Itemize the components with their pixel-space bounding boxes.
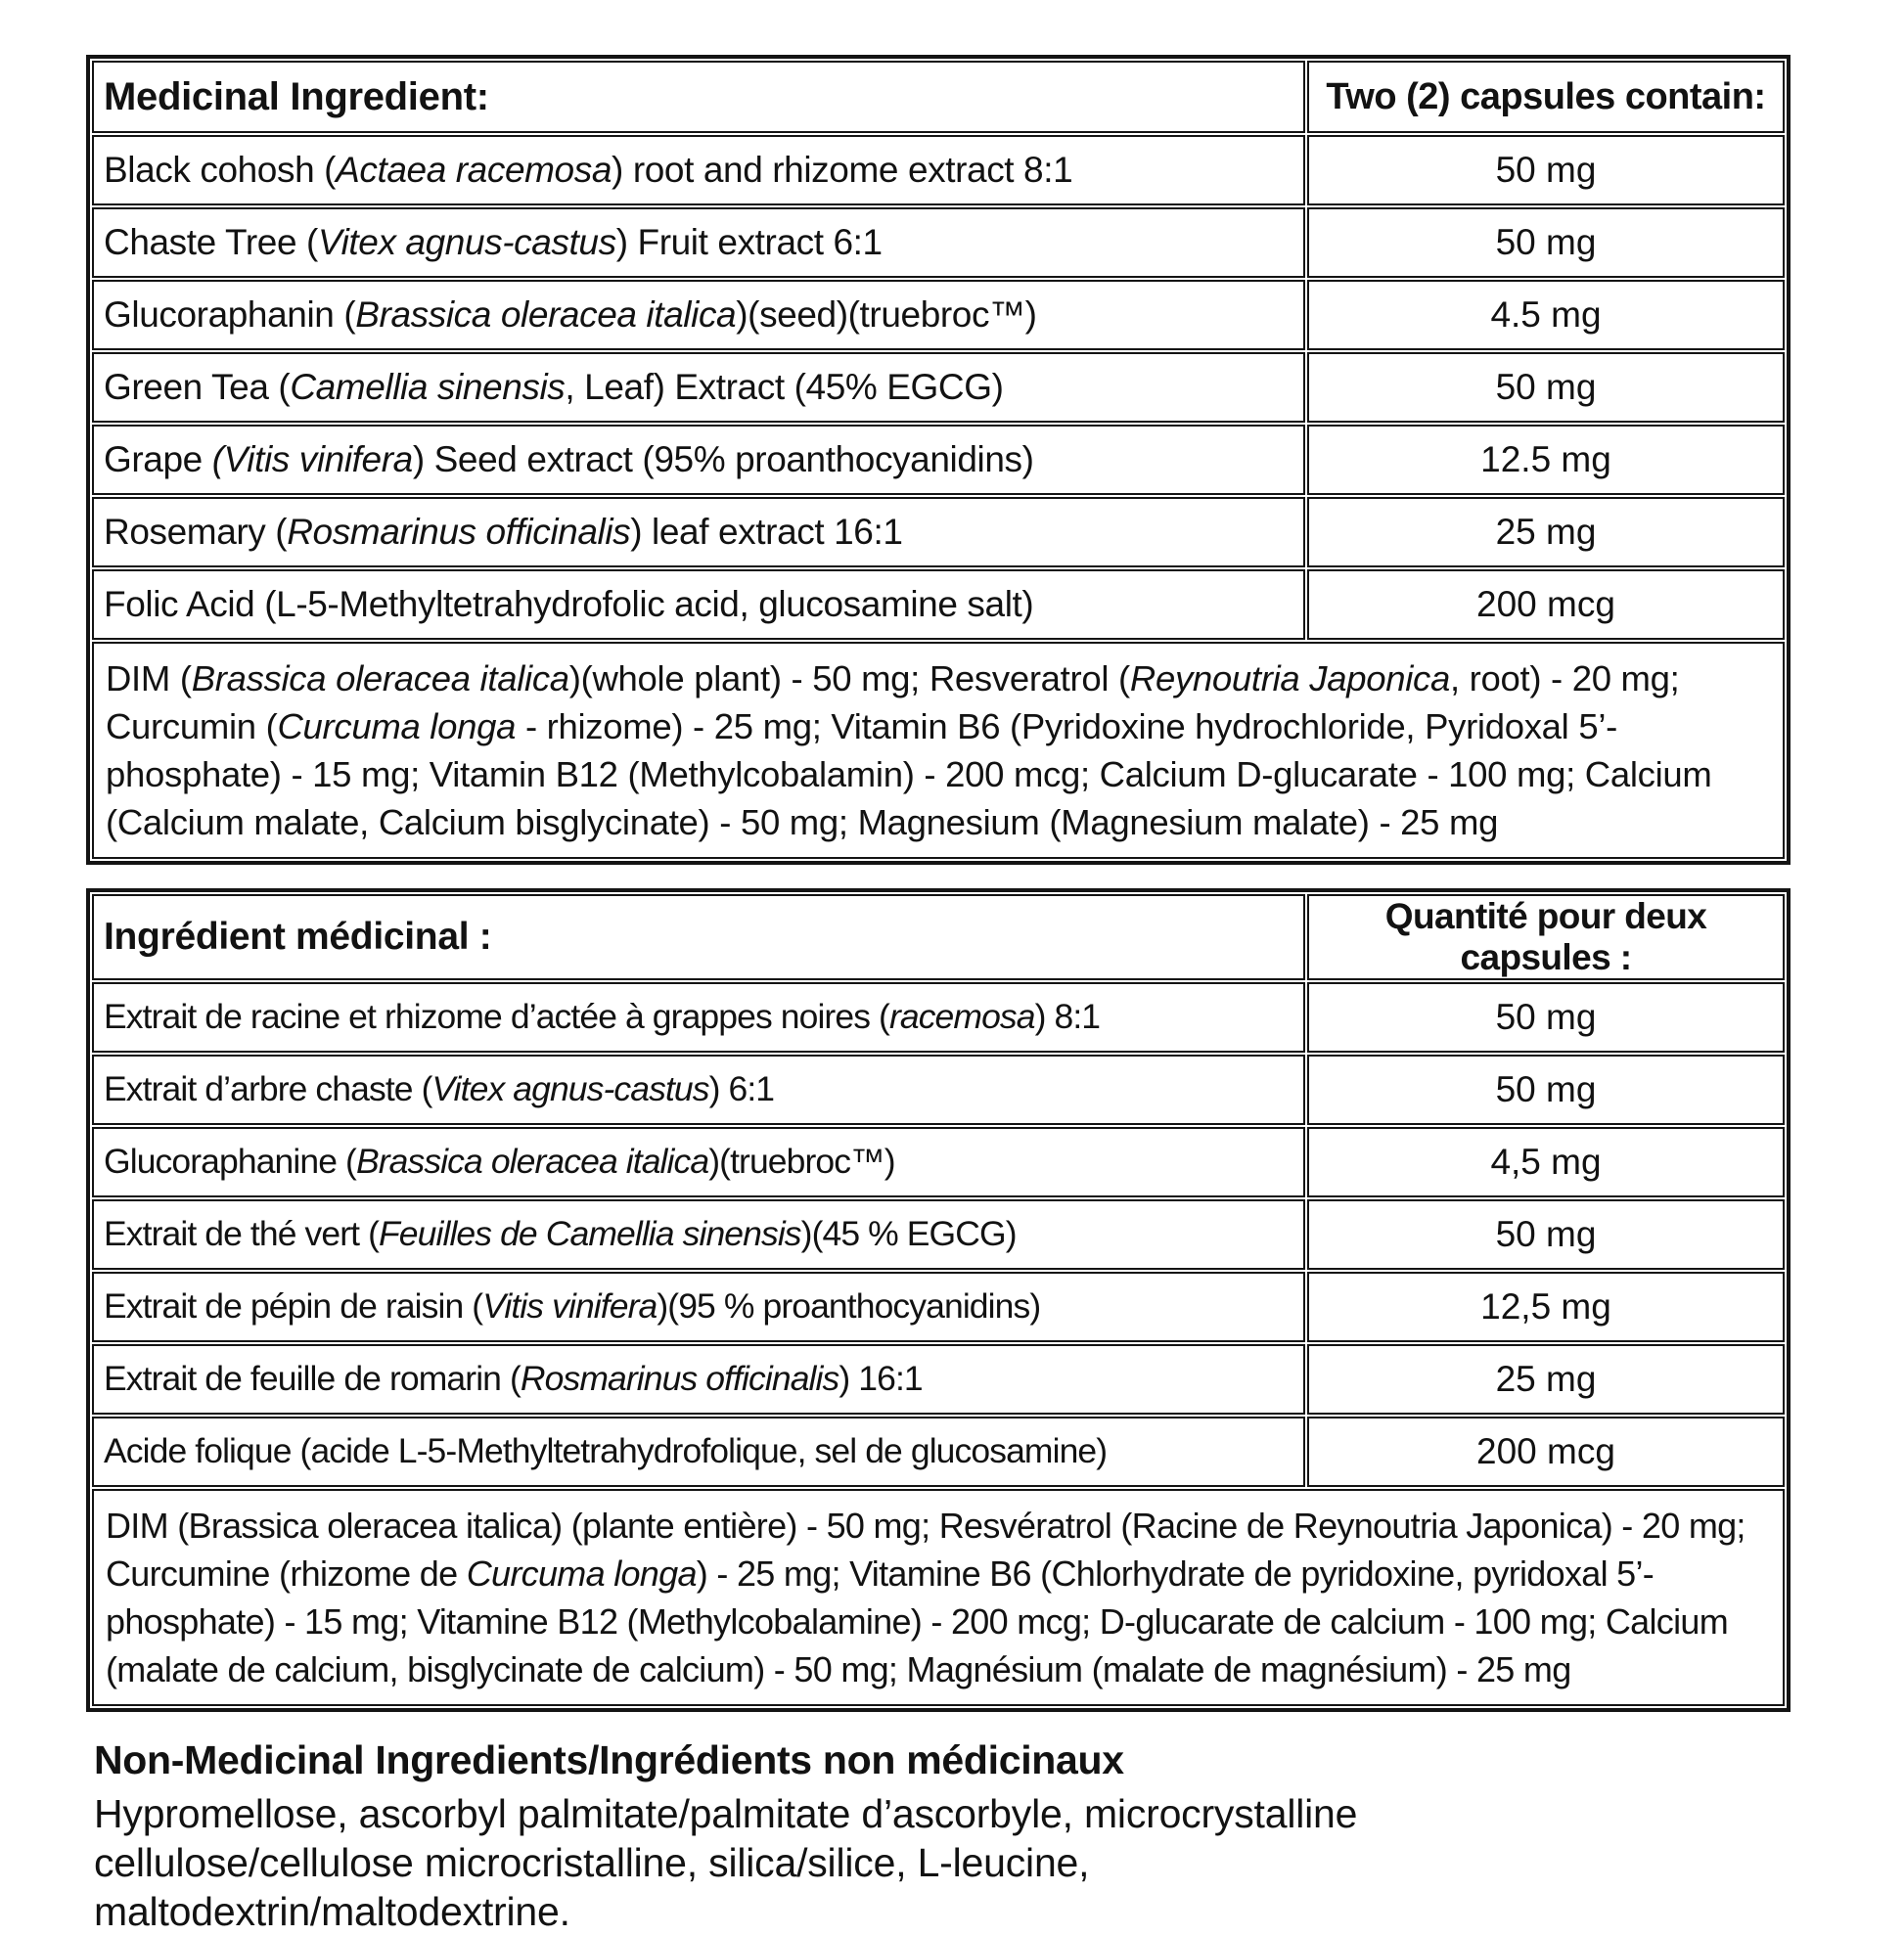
botanical-name: Reynoutria Japonica <box>1129 658 1450 698</box>
text-segment: ) 6:1 <box>708 1069 775 1109</box>
text-segment: ) - 25 mg; Vitamine B6 (Chlorhydrate de pyridoxine, pyridoxal 5’-phosphate) - 15 mg; Vitamine B12 (Methylcobalamine) - 200 mcg; D-glucarate de calcium - 100 mg; Calcium (malate de calcium, bisglycinate de calcium) - 50 mg; Magnésium (malate de magnésium) - 25 mg <box>106 1553 1729 1689</box>
botanical-name: Vitex agnus-castus <box>317 222 616 263</box>
text-segment: Extrait de pépin de raisin ( <box>104 1286 483 1327</box>
amount-column-header: Two (2) capsules contain: <box>1307 61 1785 133</box>
ingredient-row <box>92 425 1785 495</box>
ingredient-row <box>92 280 1785 350</box>
text-segment: )(95 % proanthocyanidins) <box>657 1286 1041 1327</box>
botanical-name: Rosmarinus officinalis <box>520 1359 839 1399</box>
amount-cell: 200 mcg <box>1307 569 1785 640</box>
botanical-name: racemosa <box>888 997 1035 1037</box>
additional-ingredients-paragraph <box>92 642 1785 859</box>
ingredient-row <box>92 982 1785 1053</box>
ingredient-row <box>92 1199 1785 1270</box>
ingredient-name-cell <box>92 1199 1305 1270</box>
amount-cell: 50 mg <box>1307 352 1785 423</box>
ingredient-name-cell <box>92 1055 1305 1125</box>
table-footer-row <box>92 642 1785 859</box>
non-medicinal-heading: Non-Medicinal Ingredients/Ingrédients non médicinaux <box>94 1737 1124 1782</box>
ingredient-name-cell <box>92 280 1305 350</box>
medicinal-ingredients-table-english <box>86 55 1791 865</box>
amount-cell: 4.5 mg <box>1307 280 1785 350</box>
ingredient-name-cell <box>92 207 1305 278</box>
amount-cell: 12,5 mg <box>1307 1272 1785 1342</box>
amount-cell: 200 mcg <box>1307 1417 1785 1487</box>
ingredient-name-cell <box>92 1417 1305 1487</box>
amount-cell: 50 mg <box>1307 207 1785 278</box>
non-medicinal-ingredients-section <box>86 1737 1562 1936</box>
ingredient-name-cell <box>92 497 1305 567</box>
amount-cell: 4,5 mg <box>1307 1127 1785 1197</box>
amount-cell: 25 mg <box>1307 497 1785 567</box>
text-segment: ) root and rhizome extract 8:1 <box>612 150 1073 191</box>
text-segment: Black cohosh ( <box>104 150 337 191</box>
botanical-name: Brassica oleracea italica <box>355 1142 709 1182</box>
ingredient-name-cell <box>92 569 1305 640</box>
amount-cell: 12.5 mg <box>1307 425 1785 495</box>
ingredient-row <box>92 1127 1785 1197</box>
botanical-name: Brassica oleracea italica <box>355 294 737 336</box>
ingredient-row <box>92 135 1785 205</box>
ingredient-name-cell <box>92 425 1305 495</box>
text-segment: )(truebroc™) <box>708 1142 895 1182</box>
botanical-name: Brassica oleracea italica <box>191 658 569 698</box>
ingredient-row <box>92 1272 1785 1342</box>
non-medicinal-line: maltodextrin/maltodextrine. <box>94 1889 570 1934</box>
botanical-name: Curcuma longa <box>466 1553 697 1594</box>
text-segment: Extrait de racine et rhizome d’actée à grappes noires ( <box>104 997 889 1037</box>
table-footer-row <box>92 1489 1785 1706</box>
non-medicinal-body <box>94 1789 1562 1936</box>
botanical-name: Rosmarinus officinalis <box>287 512 631 553</box>
text-segment: Green Tea ( <box>104 367 291 408</box>
text-segment: ) Fruit extract 6:1 <box>615 222 883 263</box>
ingredient-row <box>92 207 1785 278</box>
text-segment: Folic Acid (L-5-Methyltetrahydrofolic acid, glucosamine salt) <box>104 584 1034 625</box>
botanical-name: Camellia sinensis <box>290 367 566 408</box>
ingredient-name-cell <box>92 1272 1305 1342</box>
text-segment: )(whole plant) - 50 mg; Resveratrol ( <box>568 658 1130 698</box>
text-segment: Glucoraphanine ( <box>104 1142 356 1182</box>
text-segment: DIM ( <box>106 658 192 698</box>
amount-column-header: Quantité pour deux capsules : <box>1307 894 1785 980</box>
text-segment: Grape <box>104 439 212 480</box>
amount-cell: 50 mg <box>1307 135 1785 205</box>
text-segment: )(45 % EGCG) <box>800 1214 1017 1254</box>
text-segment: , Leaf) Extract (45% EGCG) <box>565 367 1004 408</box>
ingredient-column-header: Medicinal Ingredient: <box>92 61 1305 133</box>
ingredient-row <box>92 352 1785 423</box>
text-segment: ) Seed extract (95% proanthocyanidins) <box>412 439 1034 480</box>
text-segment: Extrait de feuille de romarin ( <box>104 1359 521 1399</box>
ingredient-row <box>92 569 1785 640</box>
text-segment: ) 8:1 <box>1034 997 1101 1037</box>
ingredient-name-cell <box>92 982 1305 1053</box>
text-segment: Extrait de thé vert ( <box>104 1214 379 1254</box>
botanical-name: Vitex agnus-castus <box>431 1069 709 1109</box>
text-segment: Extrait d’arbre chaste ( <box>104 1069 432 1109</box>
amount-cell: 50 mg <box>1307 1199 1785 1270</box>
ingredient-name-cell <box>92 352 1305 423</box>
table-header-row <box>92 894 1785 980</box>
ingredient-name-cell <box>92 1127 1305 1197</box>
ingredient-name-cell <box>92 135 1305 205</box>
text-segment: ) 16:1 <box>839 1359 923 1399</box>
text-segment: )(seed)(truebroc™) <box>736 294 1037 336</box>
ingredient-row <box>92 1055 1785 1125</box>
text-segment: - rhizome) - 25 mg; Vitamin B6 (Pyridoxine hydrochloride, Pyridoxal 5’-phosphate) - 15 mg; Vitamin B12 (Methylcobalamin) - 200 mcg; Calcium D-glucarate - 100 mg; Calcium (Calcium malate, Calcium bisglycinate) - 50 mg; Magnesium (Magnesium malate) - 25 mg <box>106 706 1712 842</box>
text-segment: Glucoraphanin ( <box>104 294 356 336</box>
text-segment: DIM (Brassica oleracea italica) (plante entière) - 50 mg; Resvératrol (Racine de Reynoutria Japonica) - 20 mg; Curcumine (rhizome de <box>106 1506 1745 1594</box>
ingredient-row <box>92 1344 1785 1415</box>
ingredient-name-cell <box>92 1344 1305 1415</box>
non-medicinal-line: Hypromellose, ascorbyl palmitate/palmitate d’ascorbyle, microcrystalline <box>94 1791 1358 1836</box>
botanical-name: Curcuma longa <box>277 706 517 746</box>
text-segment: Chaste Tree ( <box>104 222 318 263</box>
botanical-name: Feuilles de Camellia sinensis <box>379 1214 801 1254</box>
ingredient-column-header: Ingrédient médicinal : <box>92 894 1305 980</box>
table-header-row <box>92 61 1785 133</box>
amount-cell: 25 mg <box>1307 1344 1785 1415</box>
medicinal-ingredients-table-french <box>86 888 1791 1712</box>
botanical-name: (Vitis vinifera <box>211 439 413 480</box>
ingredient-row <box>92 1417 1785 1487</box>
text-segment: Acide folique (acide L-5-Methyltetrahydrofolique, sel de glucosamine) <box>104 1431 1108 1471</box>
additional-ingredients-paragraph <box>92 1489 1785 1706</box>
ingredient-row <box>92 497 1785 567</box>
botanical-name: Actaea racemosa <box>336 150 612 191</box>
text-segment: Rosemary ( <box>104 512 288 553</box>
text-segment: ) leaf extract 16:1 <box>630 512 903 553</box>
botanical-name: Vitis vinifera <box>482 1286 657 1327</box>
non-medicinal-line: cellulose/cellulose microcristalline, silica/silice, L-leucine, <box>94 1840 1090 1885</box>
amount-cell: 50 mg <box>1307 1055 1785 1125</box>
amount-cell: 50 mg <box>1307 982 1785 1053</box>
text-segment: , root) - 20 mg; Curcumin ( <box>106 658 1680 746</box>
